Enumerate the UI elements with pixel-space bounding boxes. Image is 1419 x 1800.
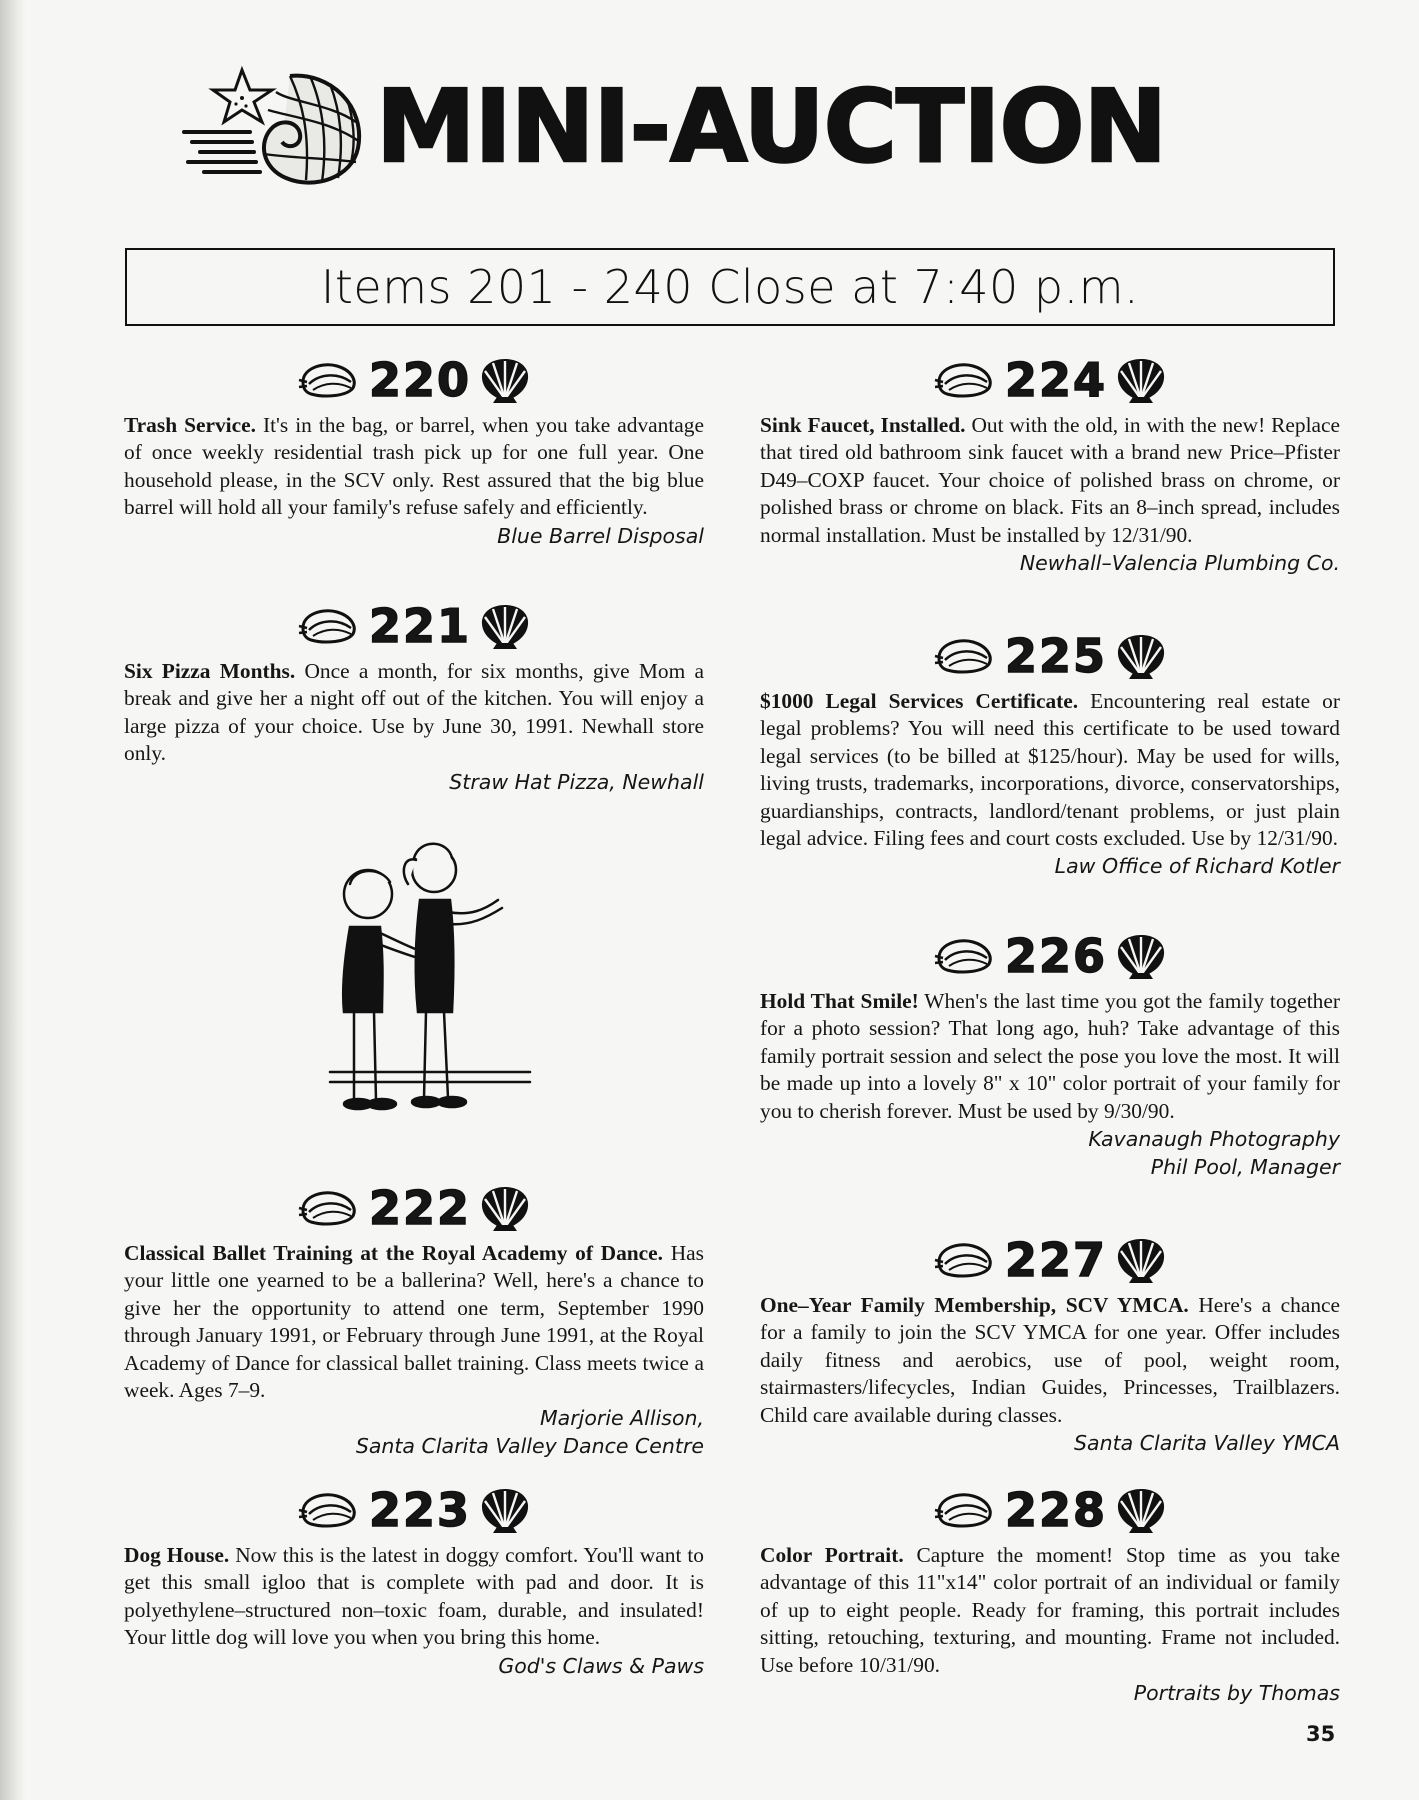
page-number: 35	[1306, 1722, 1336, 1746]
item-donor: Kavanaugh Photography	[1088, 1127, 1340, 1152]
auction-item-220	[124, 352, 704, 550]
item-donor: Santa Clarita Valley YMCA	[1074, 1431, 1340, 1456]
item-text: Now this is the latest in doggy comfort. You'll want to get this small igloo that is complete with pad and door. It is polyethylene–structured non–toxic foam, durable, and insulated! Your little dog will love you when you bring this home.	[124, 1543, 704, 1650]
close-time-banner	[125, 248, 1335, 326]
item-title: One–Year Family Membership, SCV YMCA.	[760, 1293, 1189, 1317]
item-text: When's the last time you got the family together for a photo session? That long ago, huh? Take advantage of this family portrait session and select the pose you love the most. It will be made up into a lovely 8" x 10" color portrait of your family for you to cherish forever. Must be used by 9/30/90.	[760, 989, 1341, 1123]
item-donor-line-2: Santa Clarita Valley Dance Centre	[355, 1434, 704, 1459]
scallop-shell-icon	[479, 1487, 531, 1533]
clam-shell-icon	[297, 1188, 361, 1228]
item-description	[760, 412, 1340, 549]
page-spine-shadow	[0, 0, 26, 1800]
auction-item-225	[760, 628, 1340, 880]
item-description	[760, 988, 1340, 1125]
item-title: $1000 Legal Services Certificate.	[760, 689, 1079, 713]
item-heading	[760, 352, 1340, 408]
item-description	[124, 658, 704, 768]
auction-item-222	[124, 1180, 704, 1460]
item-description	[124, 1542, 704, 1652]
item-title: Sink Faucet, Installed.	[760, 413, 966, 437]
item-description	[124, 412, 704, 522]
item-number: 224	[1004, 353, 1108, 407]
auction-item-224	[760, 352, 1340, 577]
starfish-and-shell-icon	[180, 62, 370, 192]
item-title: Classical Ballet Training at the Royal Academy of Dance.	[124, 1241, 664, 1265]
item-heading	[124, 352, 704, 408]
item-number: 220	[368, 353, 472, 407]
item-text: Encountering real estate or legal problems? You will need this certificate to be used toward legal services (to be billed at $125/hour). May be used for wills, living trusts, trademarks, incorporations, divorce, conservatorships, guardianships, contracts, landlord/tenant problems, or just plain legal advice. Filing fees and court costs excluded. Use by 12/31/90.	[760, 689, 1340, 851]
item-description	[124, 1240, 704, 1404]
clam-shell-icon	[297, 1490, 361, 1530]
item-heading	[124, 598, 704, 654]
item-text: It's in the bag, or barrel, when you take advantage of once weekly residential trash pick up for one full year. One household please, in the SCV only. Rest assured that the big blue barrel will hold all your family's refuse safely and efficiently.	[124, 413, 704, 520]
clam-shell-icon	[933, 636, 997, 676]
item-description	[760, 688, 1340, 852]
item-text: Once a month, for six months, give Mom a break and give her a night off out of the kitchen. You will enjoy a large pizza of your choice. Use by June 30, 1991. Newhall store only.	[124, 659, 704, 766]
item-number: 228	[1004, 1483, 1108, 1537]
item-heading	[760, 1232, 1340, 1288]
item-heading	[760, 928, 1340, 984]
auction-item-223	[124, 1482, 704, 1680]
scallop-shell-icon	[1115, 1237, 1167, 1283]
auction-item-226	[760, 928, 1340, 1181]
item-donor: Marjorie Allison,	[539, 1406, 704, 1431]
item-description	[760, 1542, 1340, 1679]
scallop-shell-icon	[1115, 633, 1167, 679]
page-header	[180, 62, 1260, 192]
item-text: Out with the old, in with the new! Replace that tired old bathroom sink faucet with a brand new Price–Pfister D49–COXP faucet. Your choice of polished brass on chrome, or polished brass or chrome on black. Fits an 8–inch spread, includes normal installation. Must be installed by 12/31/90.	[760, 413, 1341, 547]
scallop-shell-icon	[479, 603, 531, 649]
item-donor: Law Office of Richard Kotler	[1054, 854, 1340, 879]
item-heading	[760, 628, 1340, 684]
item-title: Color Portrait.	[760, 1543, 904, 1567]
auction-item-228	[760, 1482, 1340, 1707]
scallop-shell-icon	[479, 357, 531, 403]
item-text: Here's a chance for a family to join the SCV YMCA for one year. Offer includes daily fitness and aerobics, use of pool, weight room, stairmasters/lifecycles, Indian Guides, Princesses, Trailblazers. Child care available during classes.	[760, 1293, 1341, 1427]
item-heading	[760, 1482, 1340, 1538]
clam-shell-icon	[933, 1490, 997, 1530]
item-number: 227	[1004, 1233, 1108, 1287]
item-donor: God's Claws & Paws	[498, 1653, 704, 1678]
auction-item-227	[760, 1232, 1340, 1457]
item-title: Trash Service.	[124, 413, 256, 437]
item-number: 221	[368, 599, 472, 653]
item-number: 225	[1004, 629, 1108, 683]
scallop-shell-icon	[1115, 1487, 1167, 1533]
scallop-shell-icon	[1115, 933, 1167, 979]
item-number: 222	[368, 1181, 472, 1235]
item-number: 223	[368, 1483, 472, 1537]
page-title: MINI-AUCTION	[376, 68, 1167, 185]
item-donor: Portraits by Thomas	[1133, 1681, 1340, 1706]
close-time-text: Items 201 - 240 Close at 7:40 p.m.	[320, 260, 1140, 314]
auction-item-221	[124, 598, 704, 796]
item-heading	[124, 1180, 704, 1236]
clam-shell-icon	[297, 360, 361, 400]
ballerina-girls-illustration	[320, 832, 540, 1132]
item-donor: Newhall–Valencia Plumbing Co.	[1019, 551, 1340, 576]
scallop-shell-icon	[479, 1185, 531, 1231]
item-description	[760, 1292, 1340, 1429]
item-donor: Blue Barrel Disposal	[497, 523, 704, 548]
clam-shell-icon	[297, 606, 361, 646]
item-text: Capture the moment! Stop time as you take advantage of this 11"x14" color portrait of an individual or family of up to eight people. Ready for framing, this portrait includes sitting, retouching, texturing, and mounting. Frame not included. Use before 10/31/90.	[760, 1543, 1340, 1677]
item-title: Dog House.	[124, 1543, 230, 1567]
item-text: Has your little one yearned to be a ballerina? Well, here's a chance to give her the opportunity to attend one term, September 1990 through January 1991, or February through June 1991, at the Royal Academy of Dance for classical ballet training. Class meets twice a week. Ages 7–9.	[124, 1241, 704, 1403]
clam-shell-icon	[933, 1240, 997, 1280]
clam-shell-icon	[933, 936, 997, 976]
item-donor: Straw Hat Pizza, Newhall	[449, 769, 704, 794]
item-title: Hold That Smile!	[760, 989, 919, 1013]
scallop-shell-icon	[1115, 357, 1167, 403]
item-donor-line-2: Phil Pool, Manager	[1150, 1155, 1340, 1180]
clam-shell-icon	[933, 360, 997, 400]
item-number: 226	[1004, 929, 1108, 983]
item-title: Six Pizza Months.	[124, 659, 296, 683]
item-heading	[124, 1482, 704, 1538]
